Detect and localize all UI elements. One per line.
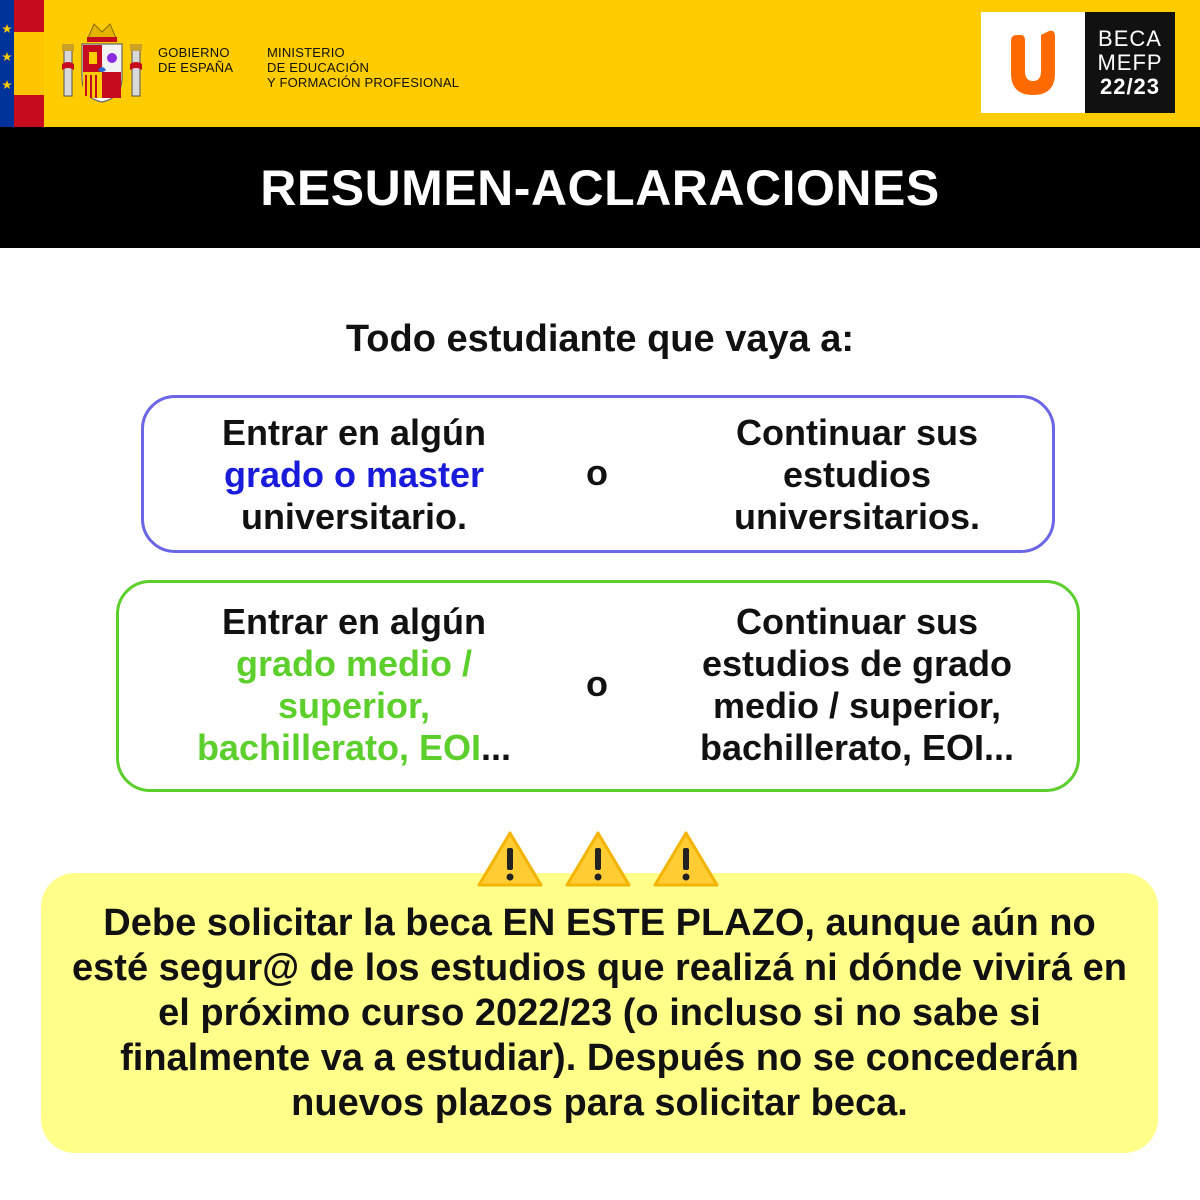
vocational-box — [116, 580, 1080, 792]
vocational-left-line-4 — [159, 727, 549, 769]
university-left-line-1: Entrar en algún — [221, 412, 487, 453]
brand-line-2: MEFP — [1097, 49, 1163, 75]
vocational-left-line-1: Entrar en algún — [221, 601, 487, 642]
government-line-1: GOBIERNO — [158, 45, 230, 60]
brand-line-1: BECA — [1098, 25, 1162, 51]
warning-icons — [476, 830, 726, 888]
vocational-left-highlight-2: superior, — [277, 685, 431, 726]
ministry-line-2: DE EDUCACIÓN — [267, 60, 370, 75]
brand-logo-box — [981, 12, 1085, 113]
vocational-right-line-4: bachillerato, EOI... — [699, 727, 1015, 768]
university-box — [141, 395, 1055, 553]
ministry-line-3: Y FORMACIÓN PROFESIONAL — [267, 75, 460, 90]
vocational-right-line-1: Continuar sus — [735, 601, 978, 642]
warning-icon — [564, 830, 632, 888]
government-label — [158, 45, 233, 75]
u-logo-icon — [1003, 27, 1063, 99]
title-bar — [0, 127, 1200, 248]
vocational-left-highlight-3: bachillerato, EOI — [196, 727, 482, 768]
university-right-column — [682, 412, 1032, 538]
eu-flag-icon — [0, 0, 44, 127]
university-connector: o — [586, 452, 608, 493]
university-left-line-3: universitario. — [240, 496, 468, 537]
university-left-column — [164, 412, 544, 538]
university-right-line-1: Continuar sus — [735, 412, 978, 453]
vocational-connector: o — [586, 663, 608, 704]
header-bar — [0, 0, 1200, 127]
warning-icon — [652, 830, 720, 888]
coat-of-arms-icon — [60, 20, 144, 106]
vocational-left-suffix: ... — [481, 727, 512, 768]
vocational-left-highlight-1: grado medio / — [235, 643, 473, 684]
ministry-line-1: MINISTERIO — [267, 45, 345, 60]
notice-text: Debe solicitar la beca EN ESTE PLAZO, aunque aún no esté segur@ de los estudios que realizá ni dónde vivirá en el próximo curso 2022/23 (o incluso si no sabe si finalmente va a estudiar). Después no se concederán nuevos plazos para solicitar beca. — [72, 901, 1127, 1124]
vocational-right-column — [667, 601, 1047, 769]
university-right-line-2: estudios — [782, 454, 932, 495]
vocational-left-column — [159, 601, 549, 769]
brand-text-box — [1085, 12, 1175, 113]
intro-text: Todo estudiante que vaya a: — [345, 318, 855, 360]
university-left-highlight: grado o master — [223, 454, 485, 495]
beca-brand — [981, 12, 1175, 113]
ministry-label — [267, 45, 459, 90]
government-line-2: DE ESPAÑA — [158, 60, 234, 75]
brand-line-3: 22/23 — [1099, 73, 1161, 99]
warning-icon — [476, 830, 544, 888]
university-right-line-3: universitarios. — [733, 496, 981, 537]
vocational-right-line-3: medio / superior, — [712, 685, 1002, 726]
page-title: RESUMEN-ACLARACIONES — [260, 159, 940, 216]
notice-box — [41, 873, 1158, 1153]
vocational-right-line-2: estudios de grado — [701, 643, 1013, 684]
